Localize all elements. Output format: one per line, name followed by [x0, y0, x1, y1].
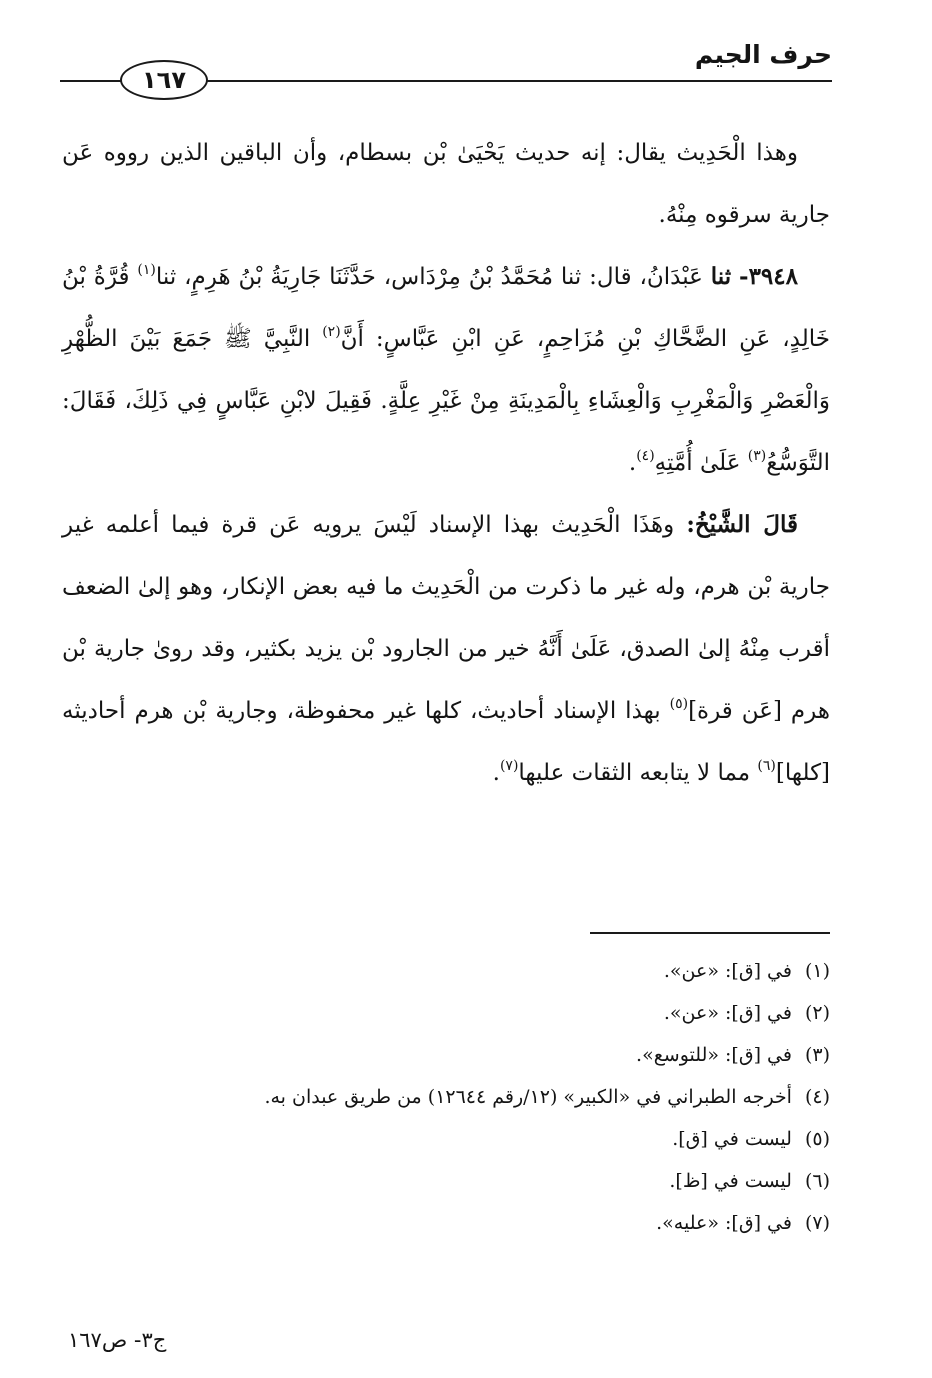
footnote-3 — [120, 1034, 830, 1076]
footnote-ref-3[interactable]: (٣) — [747, 448, 767, 464]
footnote-4 — [120, 1076, 830, 1118]
commentary-text-2: بهذا الإسناد أحاديث، كلها غير محفوظة، وجارية بْن هرم أحاديثه [كلها] — [62, 698, 830, 786]
footnote-text: في [ق]: «عن». — [663, 960, 792, 982]
footnote-6 — [120, 1160, 830, 1202]
paragraph-1 — [62, 122, 830, 246]
page-header — [60, 40, 832, 100]
footnote-text: ليست في [ظ]. — [669, 1170, 792, 1192]
footnote-ref-2[interactable]: (٢) — [322, 324, 341, 340]
footnote-marker: (٦) — [804, 1170, 830, 1192]
footnote-5 — [120, 1118, 830, 1160]
hadith-text-5: . — [628, 450, 637, 476]
footnote-1 — [120, 950, 830, 992]
sheikh-commentary — [62, 494, 830, 804]
footnote-text: في [ق]: «عليه». — [656, 1212, 792, 1234]
commentary-text-4: . — [492, 760, 500, 786]
footnote-ref-5[interactable]: (٥) — [669, 696, 689, 712]
footnote-marker: (٤) — [804, 1086, 830, 1108]
footnote-text: في [ق]: «عن». — [663, 1002, 792, 1024]
footnote-ref-7[interactable]: (٧) — [499, 758, 519, 774]
hadith-number: ٣٩٤٨- — [739, 263, 798, 290]
page-number: ١٦٧ — [120, 60, 208, 100]
paragraph-1-text: وهذا الْحَدِيث يقال: إنه حديث يَحْيَىٰ بْن بسطام، وأن الباقين الذين رووه عَن جارية سرقوه مِنْهُ. — [62, 140, 830, 228]
commentary-lead: قَالَ الشَّيْخُ: — [686, 511, 798, 538]
commentary-text-3: مما لا يتابعه الثقات عليها — [518, 760, 758, 786]
footnote-marker: (١) — [804, 960, 830, 982]
hadith-text-3: النَّبِيَّ ﷺ جَمَعَ بَيْنَ الظُّهْرِ وَالْعَصْرِ وَالْمَغْرِبِ وَالْعِشَاءِ بِالْمَدِينَةِ مِنْ غَيْرِ عِلَّةٍ. فَقِيلَ لابْنِ عَبَّاسٍ فِي ذَلِكَ، فَقَالَ: التَّوَسُّعُ — [62, 326, 830, 476]
footnote-marker: (٢) — [804, 1002, 830, 1024]
footnote-ref-4[interactable]: (٤) — [636, 448, 655, 464]
hadith-lead-word: ثنا — [710, 263, 732, 290]
volume-page-marker: ج٣- ص١٦٧ — [68, 1328, 167, 1352]
hadith-3948 — [62, 246, 830, 494]
footnote-7 — [120, 1202, 830, 1244]
commentary-text-1: وهَذَا الْحَدِيث بهذا الإسناد لَيْسَ يرويه عَن قرة فيما أعلمه غير جارية بْن هرم، وله غير ما ذكرت من الْحَدِيث ما فيه بعض الإنكار، وهو إلىٰ الضعف أقرب مِنْهُ إلىٰ الصدق، عَلَىٰ أَنَّهُ خير من الجارود بْن يزيد بكثير، وقد روىٰ جارية بْن هرم [عَن قرة] — [62, 512, 830, 724]
footnote-ref-6[interactable]: (٦) — [757, 758, 776, 774]
hadith-text-1: عَبْدَانُ، قال: ثنا مُحَمَّدُ بْنُ مِرْدَاس، حَدَّثَنَا جَارِيَةُ بْنُ هَرِمٍ، ثنا — [155, 264, 711, 290]
footnote-marker: (٧) — [804, 1212, 830, 1234]
footnote-separator — [590, 932, 830, 934]
footnote-marker: (٣) — [804, 1044, 830, 1066]
footnote-2 — [120, 992, 830, 1034]
running-title: حرف الجيم — [694, 40, 832, 69]
hadith-text-2: قُرَّةُ بْنُ خَالِدٍ، عَنِ الضَّحَّاكِ بْنِ مُزَاحِمٍ، عَنِ ابْنِ عَبَّاسٍ: أَنَّ — [62, 264, 830, 352]
footnote-text: في [ق]: «للتوسع». — [636, 1044, 792, 1066]
hadith-text-4: عَلَىٰ أُمَّتِهِ — [654, 450, 748, 476]
footnote-ref-1[interactable]: (١) — [137, 262, 156, 278]
footnote-text: ليست في [ق]. — [672, 1128, 792, 1150]
main-text — [62, 122, 830, 804]
footnotes-list — [120, 950, 830, 1244]
footnote-text: أخرجه الطبراني في «الكبير» (١٢/رقم ١٢٦٤٤) من طريق عبدان به. — [264, 1086, 792, 1108]
footnote-marker: (٥) — [804, 1128, 830, 1150]
